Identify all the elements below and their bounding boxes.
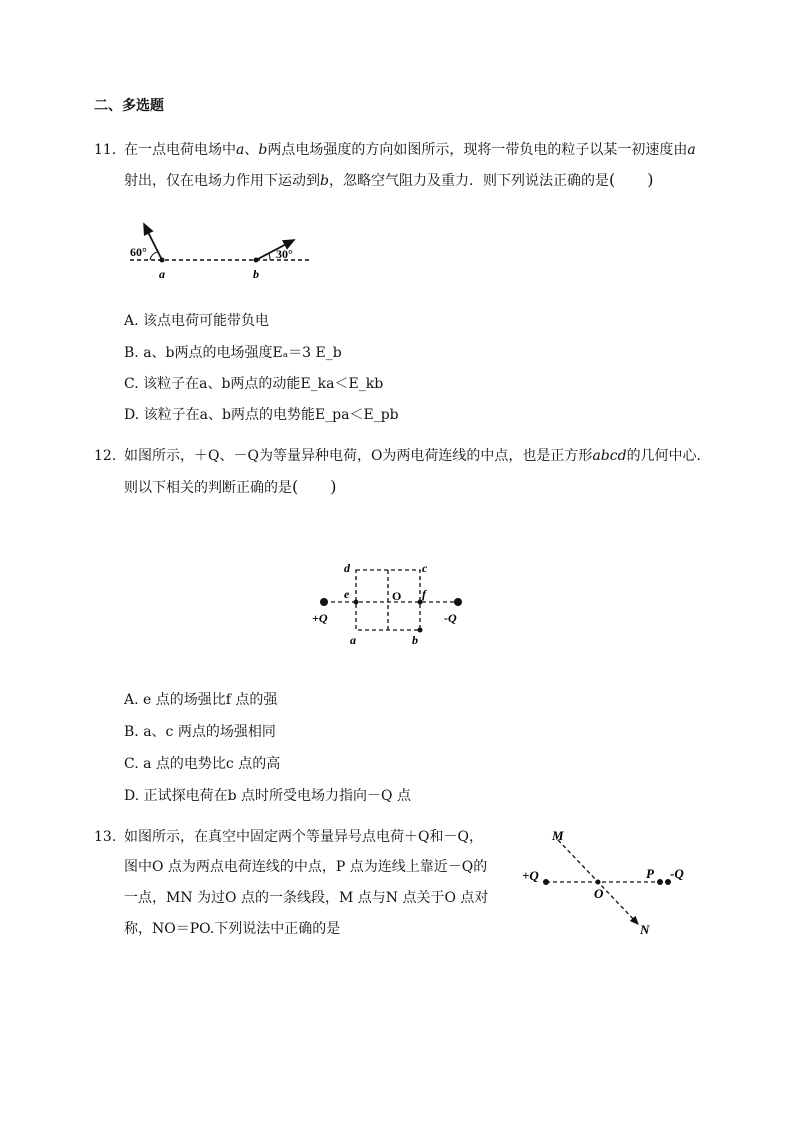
angle-arc-a xyxy=(150,252,157,260)
question-text-line-2: 图中O 点为两点电荷连线的中点，P 点为连线上靠近－Q的 xyxy=(124,859,488,875)
label-plus-Q: +Q xyxy=(312,611,328,625)
question-text-line-1: 如图所示，＋Q、－Q为等量异种电荷，O为两电荷连线的中点，也是正方形abcd的几何中心． xyxy=(124,448,711,464)
label-b: b xyxy=(412,633,418,647)
question-text-line-1: 如图所示，在真空中固定两个等量异号点电荷＋Q和－Q， xyxy=(124,829,483,845)
label-a: a xyxy=(350,633,356,647)
point-e xyxy=(354,600,359,605)
point-P xyxy=(657,879,663,885)
answer-parentheses: ( ) xyxy=(292,477,337,496)
option-c[interactable]: C. a 点的电势比c 点的高 xyxy=(124,756,281,772)
option-c[interactable]: C. 该粒子在a、b两点的动能E_ka＜E_kb xyxy=(124,376,384,392)
question-text-line-3: 一点，MN 为过O 点的一条线段，M 点与N 点关于O 点对 xyxy=(124,890,489,906)
q12-square-diagram xyxy=(308,558,478,650)
answer-parentheses: ( ) xyxy=(608,170,654,189)
label-O: O xyxy=(594,886,604,901)
label-minus-Q: -Q xyxy=(444,611,457,625)
angle-label-a: 60° xyxy=(130,245,147,259)
label-N: N xyxy=(640,922,650,937)
question-text-line-2: 射出，仅在电场力作用下运动到b，忽略空气阻力及重力．则下列说法正确的是( ) xyxy=(124,170,654,189)
angle-label-b: 30° xyxy=(276,247,293,261)
option-b[interactable]: B. a、b两点的电场强度Eₐ＝3 E_b xyxy=(124,345,342,361)
question-text-line-4: 称，NO＝PO.下列说法中正确的是 xyxy=(124,921,341,937)
charge-plus xyxy=(320,598,328,606)
option-d[interactable]: D. 正试探电荷在b 点时所受电场力指向－Q 点 xyxy=(124,788,411,804)
question-text-line-1: 在一点电荷电场中a、b两点电场强度的方向如图所示，现将一带负电的粒子以某一初速度由a xyxy=(124,142,696,158)
question-text-line-2: 则以下相关的判断正确的是( ) xyxy=(124,477,337,496)
option-b[interactable]: B. a、c 两点的场强相同 xyxy=(124,724,276,740)
q11-field-diagram xyxy=(124,218,314,288)
question-number: 12. xyxy=(94,448,117,464)
label-c: c xyxy=(422,561,428,575)
label-plus-Q: +Q xyxy=(522,868,539,883)
label-P: P xyxy=(646,866,654,881)
option-a[interactable]: A. e 点的场强比f 点的强 xyxy=(124,692,278,708)
label-b: b xyxy=(253,267,259,281)
label-d: d xyxy=(344,561,350,575)
section-title: 二、多选题 xyxy=(94,98,164,114)
point-O xyxy=(596,880,601,885)
question-number: 13. xyxy=(94,829,117,845)
point-b xyxy=(418,628,423,633)
option-a[interactable]: A. 该点电荷可能带负电 xyxy=(124,313,270,329)
charge-plus xyxy=(543,879,549,885)
label-f: f xyxy=(422,587,426,601)
point-b xyxy=(254,258,259,263)
label-O: O xyxy=(392,589,402,603)
point-a xyxy=(160,258,165,263)
label-minus-Q: -Q xyxy=(670,866,684,881)
option-d[interactable]: D. 该粒子在a、b两点的电势能E_pa＜E_pb xyxy=(124,407,399,423)
charge-minus xyxy=(454,598,462,606)
label-M: M xyxy=(552,828,564,843)
question-number: 11. xyxy=(94,142,117,158)
label-a: a xyxy=(159,267,165,281)
label-e: e xyxy=(344,587,350,601)
angle-arc-b xyxy=(269,254,270,260)
q13-charge-diagram xyxy=(518,826,698,938)
